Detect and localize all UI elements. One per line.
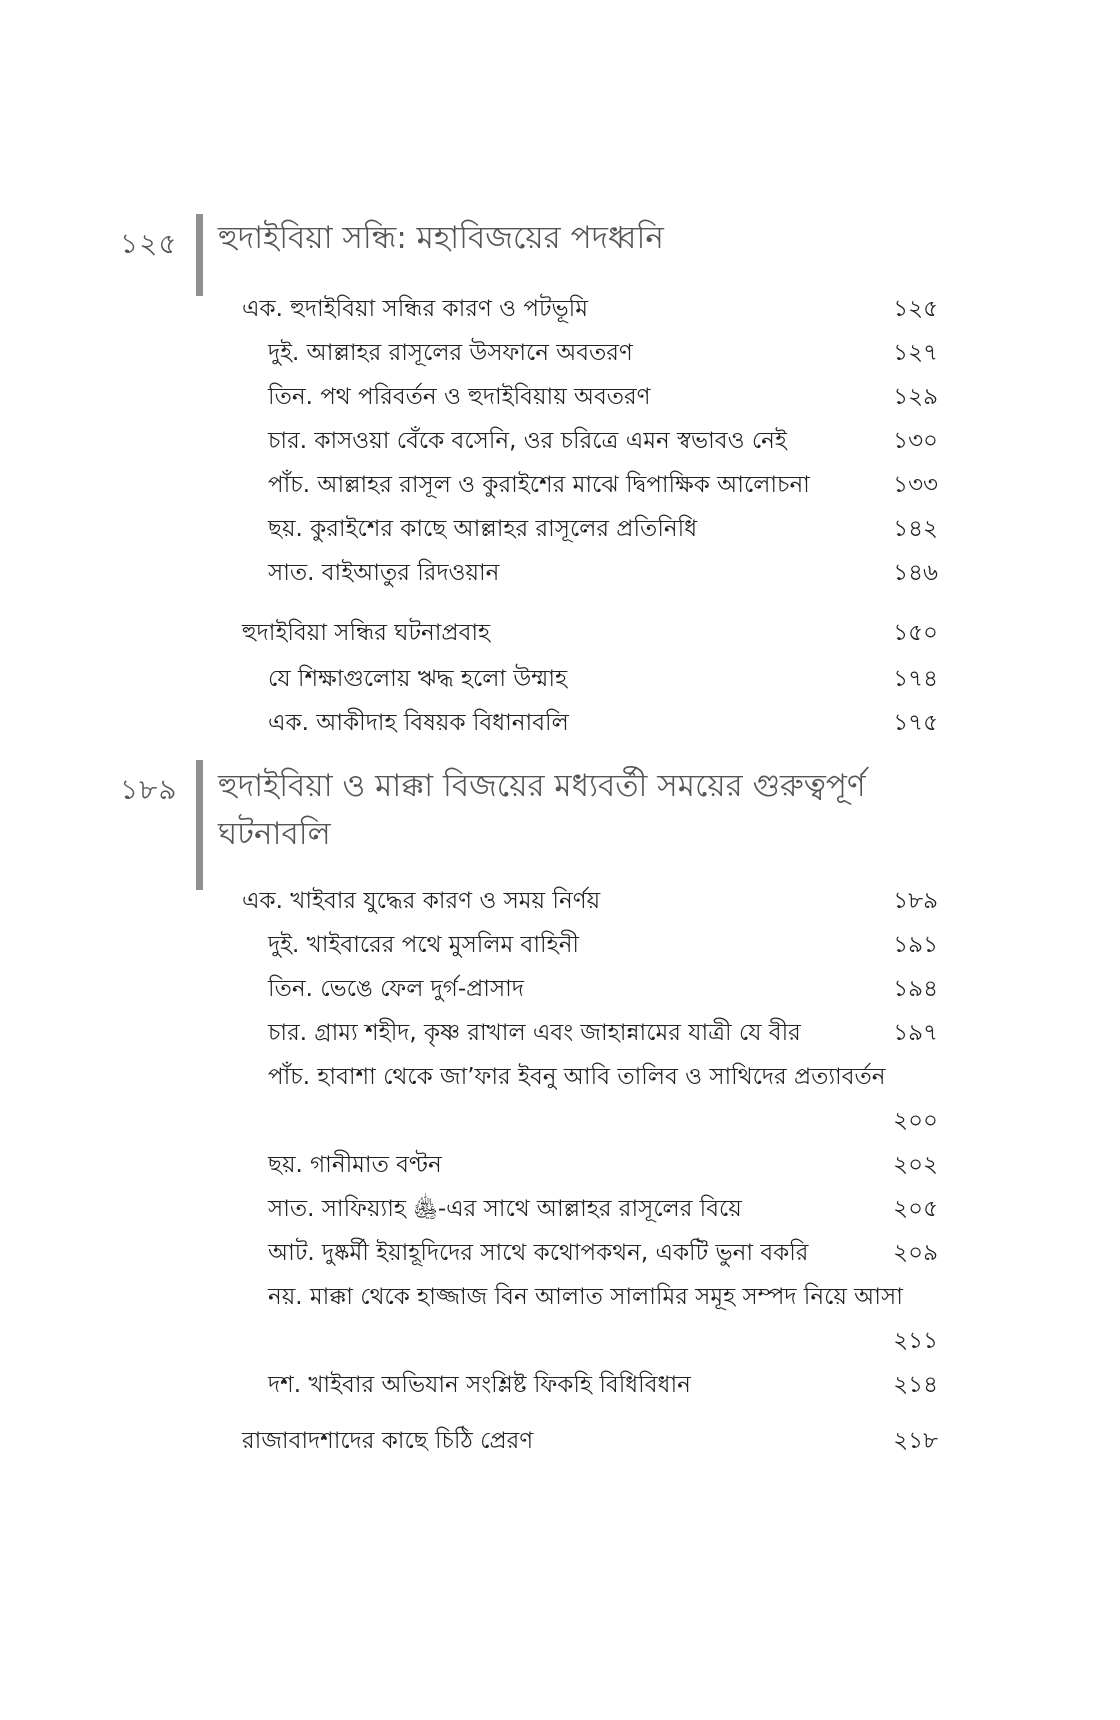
toc-entry-page: ২১৪ [893,1372,938,1398]
toc-entry-page: ২০৫ [893,1196,938,1222]
toc-entry[interactable] [242,289,938,329]
toc-entry-label: এক. খাইবার যুদ্ধের কারণ ও সময় নির্ণয় [242,888,601,914]
toc-entry-label: চার. কাসওয়া বেঁকে বসেনি, ওর চরিত্রে এমন স্বভাবও নেই [268,428,787,454]
toc-entry[interactable] [268,1233,938,1273]
toc-entry-page: ১৮৯ [893,888,938,914]
toc-entry-page: ১৭৫ [893,710,938,736]
chapter-title [218,762,978,858]
toc-entry-page: ১৩৩ [893,472,938,498]
toc-entry-label: সাত. সাফিয়্যাহ ﵅-এর সাথে আল্লাহর রাসূলের বিয়ে [268,1196,742,1222]
toc-entry-label: হুদাইবিয়া সন্ধির ঘটনাপ্রবাহ [242,620,491,646]
toc-entry-label: পাঁচ. আল্লাহর রাসূল ও কুরাইশের মাঝে দ্বিপাক্ষিক আলোচনা [268,472,810,498]
toc-entry[interactable] [242,613,938,653]
toc-entry-label: রাজাবাদশাদের কাছে চিঠি প্রেরণ [242,1428,534,1454]
toc-entry-page: ১৪২ [893,516,938,542]
toc-entry[interactable] [268,553,938,593]
toc-entry-label: এক. হুদাইবিয়া সন্ধির কারণ ও পটভূমি [242,296,588,322]
toc-entry-page: ১৯৭ [893,1020,938,1046]
toc-entry-label: নয়. মাক্কা থেকে হাজ্জাজ বিন আলাত সালামির সমূহ সম্পদ নিয়ে আসা [268,1284,903,1310]
chapter-page-number: ১৮৯ [120,773,178,806]
chapter-title [218,214,978,262]
toc-entry-label: দুই. আল্লাহর রাসূলের উসফানে অবতরণ [268,340,633,366]
toc-entry[interactable] [242,881,938,921]
toc-entry[interactable] [268,377,938,417]
toc-entry[interactable] [268,465,938,505]
toc-entry-page: ১২৯ [893,384,938,410]
toc-entry-label: এক. আকীদাহ বিষয়ক বিধানাবলি [268,710,569,736]
toc-entry-page: ১২৫ [893,296,938,322]
toc-entry[interactable] [268,969,938,1009]
toc-entry-page: ২০৯ [893,1240,938,1266]
toc-entry[interactable] [268,1365,938,1405]
toc-entry-page: ২১৮ [893,1428,938,1454]
toc-entry[interactable] [268,925,938,965]
toc-entry-page: ১৫০ [893,620,938,646]
toc-entry-page: ১৯১ [893,932,938,958]
toc-entry-label: তিন. পথ পরিবর্তন ও হুদাইবিয়ায় অবতরণ [268,384,651,410]
toc-entry-label: সাত. বাইআতুর রিদওয়ান [268,560,500,586]
toc-entry[interactable] [268,333,938,373]
toc-entry[interactable] [268,703,938,743]
chapter-divider-bar [196,214,203,296]
toc-entry-page: ২১১ [893,1328,938,1354]
toc-entry-page: ২০২ [893,1152,938,1178]
toc-entry[interactable] [268,1057,938,1141]
toc-entry-label: দশ. খাইবার অভিযান সংশ্লিষ্ট ফিকহি বিধিবিধান [268,1372,691,1398]
toc-entry[interactable] [268,509,938,549]
toc-entry[interactable] [242,1421,938,1461]
chapter-page-number: ১২৫ [120,227,178,260]
toc-entry-label: চার. গ্রাম্য শহীদ, কৃষ্ণ রাখাল এবং জাহান্নামের যাত্রী যে বীর [268,1020,801,1046]
toc-entry-page: ১৪৬ [893,560,938,586]
toc-entry[interactable] [268,1013,938,1053]
toc-entry[interactable] [268,1277,938,1361]
toc-entry-label: দুই. খাইবারের পথে মুসলিম বাহিনী [268,932,579,958]
chapter-divider-bar [196,760,203,890]
toc-entry-label: ছয়. গানীমাত বণ্টন [268,1152,442,1178]
toc-entry[interactable] [268,1189,938,1229]
toc-entry-label: ছয়. কুরাইশের কাছে আল্লাহর রাসূলের প্রতিনিধি [268,516,698,542]
toc-entry-page: ১৯৪ [893,976,938,1002]
toc-entry[interactable] [268,421,938,461]
toc-entry-page: ১২৭ [893,340,938,366]
chapter-title-line: ঘটনাবলি [218,816,331,852]
toc-entry-label: তিন. ভেঙে ফেল দুর্গ-প্রাসাদ [268,976,524,1002]
chapter-title-line: হুদাইবিয়া ও মাক্কা বিজয়ের মধ্যবর্তী সময়ের গুরুত্বপূর্ণ [218,768,866,804]
toc-entry-page: ১৭৪ [893,666,938,692]
toc-entry[interactable] [268,659,938,699]
toc-entry-page: ১৩০ [893,428,938,454]
chapter-title-line: হুদাইবিয়া সন্ধি: মহাবিজয়ের পদধ্বনি [218,220,664,256]
toc-entry-label: যে শিক্ষাগুলোয় ঋদ্ধ হলো উম্মাহ [268,666,568,692]
toc-entry-label: পাঁচ. হাবাশা থেকে জা’ফার ইবনু আবি তালিব ও সাথিদের প্রত্যাবর্তন [268,1064,886,1090]
toc-entry-label: আট. দুষ্কর্মী ইয়াহূদিদের সাথে কথোপকথন, একটি ভুনা বকরি [268,1240,809,1266]
toc-entry-page: ২০০ [893,1108,938,1134]
toc-entry[interactable] [268,1145,938,1185]
